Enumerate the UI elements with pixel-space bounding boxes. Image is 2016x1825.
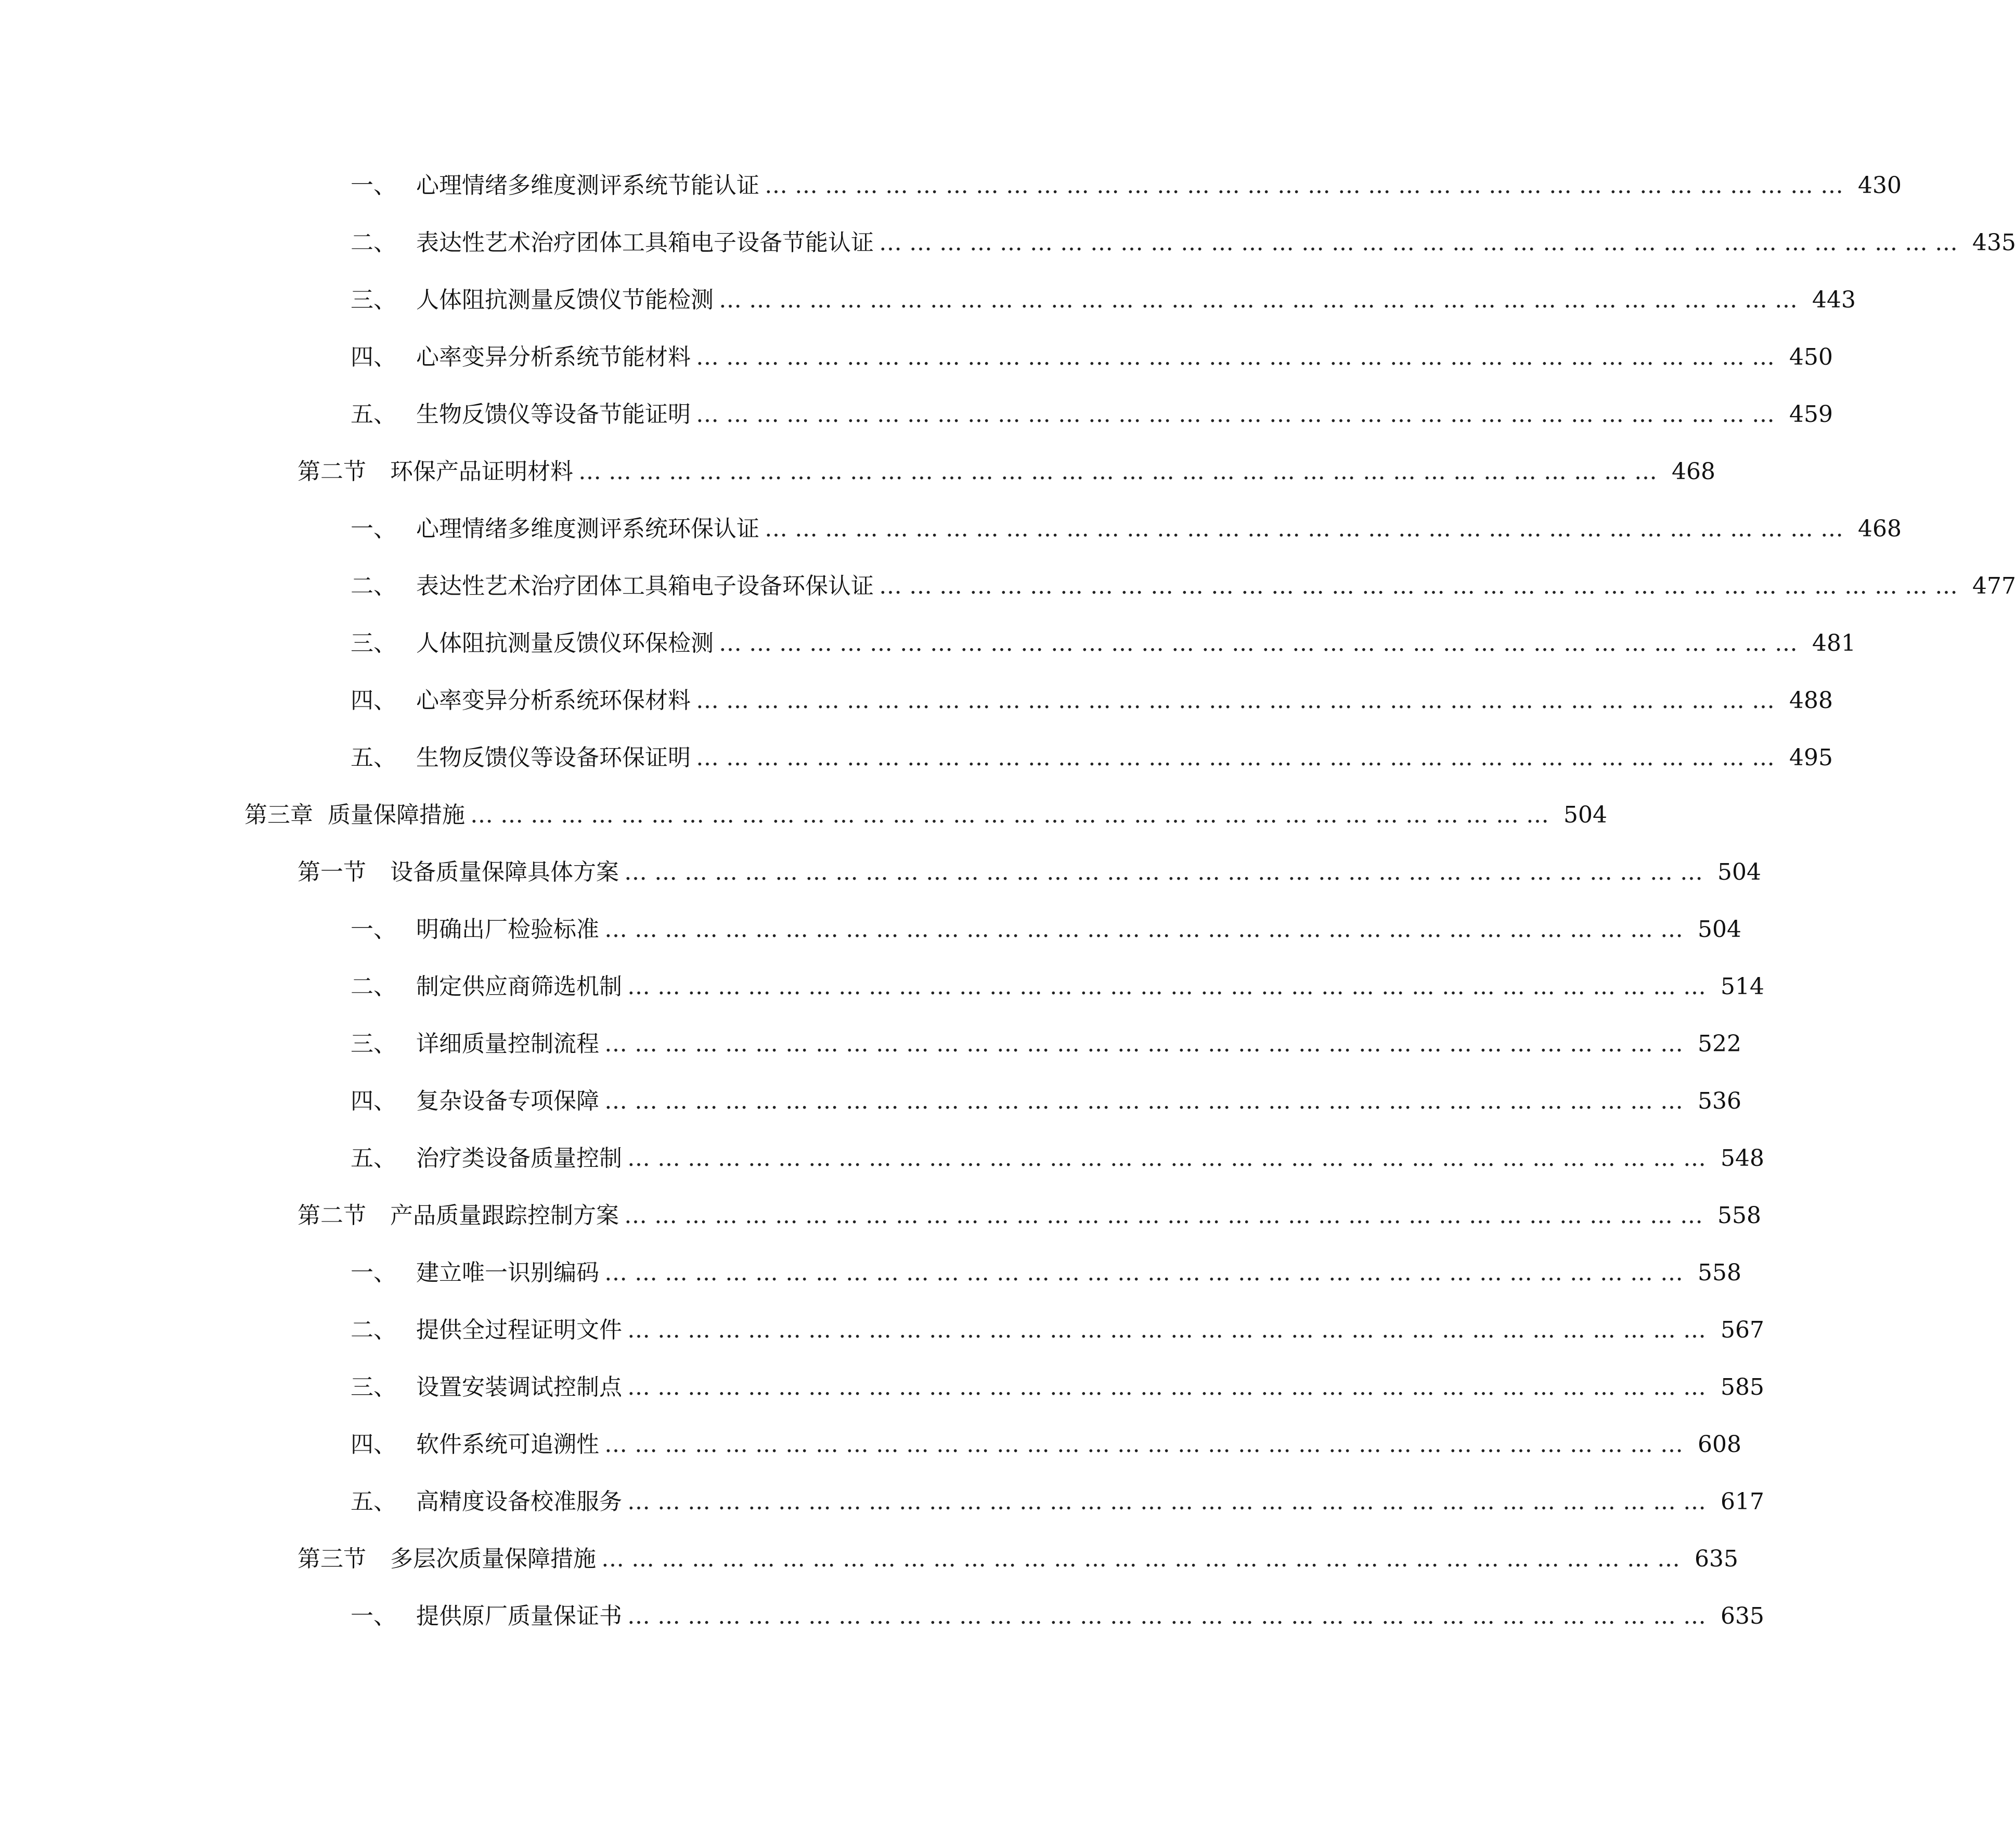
toc-entry-number: 五、 <box>351 1488 396 1515</box>
dot-leader: ……………………………………………………………………………………………… <box>604 1259 1690 1286</box>
toc-chapter-entry[interactable] <box>0 787 1607 844</box>
toc-entry-page: 635 <box>1721 1603 1764 1629</box>
toc-entry-number: 三、 <box>351 287 396 313</box>
toc-entry-title: 提供原厂质量保证书 <box>416 1603 622 1629</box>
toc-entry-page: 459 <box>1789 401 1833 428</box>
toc-entry-page: 608 <box>1698 1431 1741 1458</box>
toc-entry-number: 四、 <box>351 1431 396 1458</box>
dot-leader: ……………………………………………………………………………………………… <box>470 802 1556 828</box>
toc-entry-number: 四、 <box>351 1088 396 1114</box>
toc-entry[interactable] <box>0 901 1741 958</box>
dot-leader: ……………………………………………………………………………………………… <box>879 229 1965 256</box>
toc-entry[interactable] <box>0 1416 1741 1473</box>
toc-entry-page: 558 <box>1717 1202 1761 1229</box>
toc-entry[interactable] <box>0 272 1856 329</box>
toc-entry-number: 二、 <box>351 1317 396 1343</box>
toc-entry-page: 443 <box>1812 287 1856 313</box>
toc-entry-page: 514 <box>1721 973 1764 1000</box>
dot-leader: ……………………………………………………………………………………………… <box>624 859 1710 885</box>
toc-entry-page: 481 <box>1812 630 1856 657</box>
toc-entry-number: 三、 <box>351 1031 396 1057</box>
dot-leader: ……………………………………………………………………………………………… <box>696 344 1782 370</box>
dot-leader: ……………………………………………………………………………………………… <box>627 1488 1713 1515</box>
toc-entry-page: 450 <box>1789 344 1833 370</box>
toc-entry-page: 522 <box>1698 1031 1741 1057</box>
toc-entry-number: 五、 <box>351 744 396 771</box>
dot-leader: ……………………………………………………………………………………………… <box>719 287 1805 313</box>
toc-entry-title: 治疗类设备质量控制 <box>416 1145 622 1172</box>
toc-entry-title: 设备质量保障具体方案 <box>390 859 619 885</box>
toc-entry-title: 建立唯一识别编码 <box>416 1259 599 1286</box>
toc-entry[interactable] <box>0 1359 1764 1416</box>
dot-leader: ……………………………………………………………………………………………… <box>765 516 1851 542</box>
toc-entry-number: 第三章 <box>244 802 313 828</box>
toc-section-entry[interactable] <box>0 443 1715 500</box>
toc-entry-number: 第二节 <box>298 1202 366 1229</box>
toc-entry-title: 软件系统可追溯性 <box>416 1431 599 1458</box>
toc-entry-title: 多层次质量保障措施 <box>390 1546 596 1572</box>
toc-entry-title: 设置安装调试控制点 <box>416 1374 622 1400</box>
toc-entry-page: 477 <box>1972 573 2016 599</box>
toc-entry-title: 心理情绪多维度测评系统环保认证 <box>416 516 759 542</box>
toc-section-entry[interactable] <box>0 844 1761 901</box>
dot-leader: ……………………………………………………………………………………………… <box>604 916 1690 943</box>
toc-entry-title: 表达性艺术治疗团体工具箱电子设备环保认证 <box>416 573 874 599</box>
toc-entry[interactable] <box>0 615 1856 672</box>
toc-entry-number: 四、 <box>351 344 396 370</box>
toc-entry[interactable] <box>0 729 1833 787</box>
toc-entry-page: 536 <box>1698 1088 1741 1114</box>
toc-entry-title: 生物反馈仪等设备环保证明 <box>416 744 691 771</box>
toc-entry-page: 504 <box>1563 802 1607 828</box>
toc-entry-page: 635 <box>1695 1546 1738 1572</box>
toc-entry-page: 504 <box>1717 859 1761 885</box>
dot-leader: ……………………………………………………………………………………………… <box>578 458 1664 485</box>
toc-entry[interactable] <box>0 1302 1764 1359</box>
toc-entry-number: 二、 <box>351 573 396 599</box>
toc-entry-page: 567 <box>1721 1317 1764 1343</box>
toc-entry-title: 心率变异分析系统环保材料 <box>416 687 691 714</box>
toc-entry-number: 一、 <box>351 916 396 943</box>
toc-entry[interactable] <box>0 1016 1741 1073</box>
toc-entry[interactable] <box>0 214 2016 272</box>
toc-entry-title: 明确出厂检验标准 <box>416 916 599 943</box>
dot-leader: ……………………………………………………………………………………………… <box>696 687 1782 714</box>
toc-entry-page: 617 <box>1721 1488 1764 1515</box>
toc-entry-number: 二、 <box>351 973 396 1000</box>
toc-entry[interactable] <box>0 958 1764 1016</box>
toc-entry-page: 430 <box>1858 172 1902 199</box>
toc-section-entry[interactable] <box>0 1187 1761 1244</box>
toc-entry-number: 一、 <box>351 516 396 542</box>
dot-leader: ……………………………………………………………………………………………… <box>627 1145 1713 1172</box>
toc-entry-title: 人体阻抗测量反馈仪节能检测 <box>416 287 714 313</box>
toc-entry-title: 环保产品证明材料 <box>390 458 573 485</box>
toc-entry-title: 生物反馈仪等设备节能证明 <box>416 401 691 428</box>
toc-entry[interactable] <box>0 1130 1764 1187</box>
toc-entry-number: 二、 <box>351 229 396 256</box>
dot-leader: ……………………………………………………………………………………………… <box>627 1603 1713 1629</box>
toc-entry[interactable] <box>0 558 2016 615</box>
dot-leader: ……………………………………………………………………………………………… <box>604 1088 1690 1114</box>
toc-entry-page: 504 <box>1698 916 1741 943</box>
toc-entry-title: 制定供应商筛选机制 <box>416 973 622 1000</box>
dot-leader: ……………………………………………………………………………………………… <box>765 172 1851 199</box>
toc-entry-number: 五、 <box>351 401 396 428</box>
dot-leader: ……………………………………………………………………………………………… <box>696 401 1782 428</box>
toc-entry-number: 三、 <box>351 630 396 657</box>
dot-leader: ……………………………………………………………………………………………… <box>601 1546 1687 1572</box>
toc-entry-page: 585 <box>1721 1374 1764 1400</box>
toc-entry-title: 质量保障措施 <box>328 802 465 828</box>
toc-entry[interactable] <box>0 329 1833 386</box>
toc-entry-title: 提供全过程证明文件 <box>416 1317 622 1343</box>
toc-entry[interactable] <box>0 1588 1764 1645</box>
toc-section-entry[interactable] <box>0 1531 1738 1588</box>
toc-entry-page: 495 <box>1789 744 1833 771</box>
toc-entry-title: 表达性艺术治疗团体工具箱电子设备节能认证 <box>416 229 874 256</box>
toc-entry-title: 详细质量控制流程 <box>416 1031 599 1057</box>
table-of-contents <box>0 157 2016 1645</box>
toc-entry-title: 人体阻抗测量反馈仪环保检测 <box>416 630 714 657</box>
dot-leader: ……………………………………………………………………………………………… <box>624 1202 1710 1229</box>
toc-entry[interactable] <box>0 157 1902 214</box>
toc-entry[interactable] <box>0 1073 1741 1130</box>
dot-leader: ……………………………………………………………………………………………… <box>696 744 1782 771</box>
toc-entry-title: 心率变异分析系统节能材料 <box>416 344 691 370</box>
toc-entry-page: 468 <box>1858 516 1902 542</box>
toc-entry[interactable] <box>0 672 1833 729</box>
toc-entry-number: 五、 <box>351 1145 396 1172</box>
toc-entry-number: 四、 <box>351 687 396 714</box>
toc-entry-title: 产品质量跟踪控制方案 <box>390 1202 619 1229</box>
dot-leader: ……………………………………………………………………………………………… <box>879 573 1965 599</box>
dot-leader: ……………………………………………………………………………………………… <box>604 1431 1690 1458</box>
toc-entry-number: 一、 <box>351 1259 396 1286</box>
toc-entry-number: 一、 <box>351 1603 396 1629</box>
dot-leader: ……………………………………………………………………………………………… <box>627 973 1713 1000</box>
toc-entry-title: 复杂设备专项保障 <box>416 1088 599 1114</box>
toc-entry-number: 三、 <box>351 1374 396 1400</box>
toc-entry-page: 488 <box>1789 687 1833 714</box>
dot-leader: ……………………………………………………………………………………………… <box>719 630 1805 657</box>
toc-entry-title: 心理情绪多维度测评系统节能认证 <box>416 172 759 199</box>
toc-entry[interactable] <box>0 386 1833 443</box>
dot-leader: ……………………………………………………………………………………………… <box>604 1031 1690 1057</box>
toc-entry-number: 一、 <box>351 172 396 199</box>
toc-entry-page: 435 <box>1972 229 2016 256</box>
toc-entry-page: 468 <box>1672 458 1715 485</box>
dot-leader: ……………………………………………………………………………………………… <box>627 1374 1713 1400</box>
toc-entry-number: 第一节 <box>298 859 366 885</box>
toc-entry-number: 第二节 <box>298 458 366 485</box>
dot-leader: ……………………………………………………………………………………………… <box>627 1317 1713 1343</box>
toc-entry-number: 第三节 <box>298 1546 366 1572</box>
toc-entry-page: 548 <box>1721 1145 1764 1172</box>
toc-entry[interactable] <box>0 1244 1741 1302</box>
toc-entry-page: 558 <box>1698 1259 1741 1286</box>
toc-entry[interactable] <box>0 1473 1764 1531</box>
toc-entry[interactable] <box>0 500 1902 558</box>
toc-entry-title: 高精度设备校准服务 <box>416 1488 622 1515</box>
